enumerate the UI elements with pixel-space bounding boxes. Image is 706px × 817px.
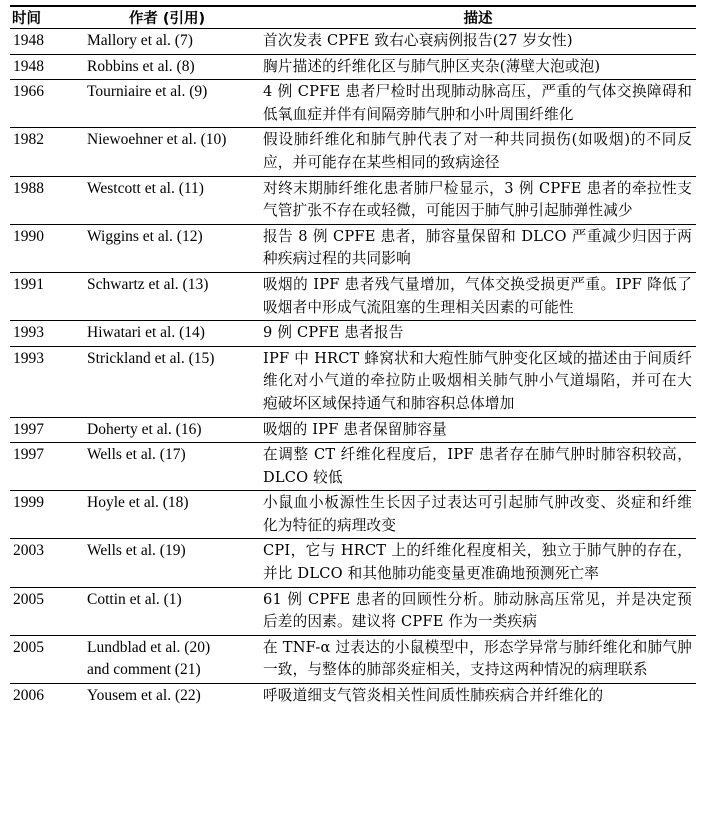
cell-description: 在调整 CT 纤维化程度后，IPF 患者存在肺气肿时肺容积较高，DLCO 较低	[260, 443, 696, 491]
cell-author: Wiggins et al. (12)	[74, 224, 260, 272]
table-row	[10, 443, 696, 491]
table-row	[10, 539, 696, 587]
cell-description: 对终末期肺纤维化患者肺尸检显示，3 例 CPFE 患者的牵拉性支气管扩张不存在或轻微，可能因于肺气肿引起肺弹性减少	[260, 176, 696, 224]
cell-author: Hiwatari et al. (14)	[74, 321, 260, 347]
table-row	[10, 224, 696, 272]
table-row	[10, 29, 696, 55]
cell-author	[74, 635, 260, 683]
author-comment-line: and comment (21)	[87, 661, 201, 679]
document-page	[10, 5, 696, 709]
cell-year: 1988	[10, 176, 74, 224]
table-row	[10, 346, 696, 417]
cell-description: 61 例 CPFE 患者的回顾性分析。肺动脉高压常见，并是决定预后差的因素。建议将 CPFE 作为一类疾病	[260, 587, 696, 635]
cell-author: Wells et al. (19)	[74, 539, 260, 587]
cell-year: 1991	[10, 272, 74, 320]
table-row	[10, 272, 696, 320]
header-time: 时间	[10, 6, 74, 29]
cell-description: 9 例 CPFE 患者报告	[260, 321, 696, 347]
cell-author: Mallory et al. (7)	[74, 29, 260, 55]
cell-year: 1997	[10, 417, 74, 443]
cell-year: 1993	[10, 321, 74, 347]
cell-author: Schwartz et al. (13)	[74, 272, 260, 320]
cell-year: 1990	[10, 224, 74, 272]
cell-description: 吸烟的 IPF 患者残气量增加，气体交换受损更严重。IPF 降低了吸烟者中形成气流阻塞的生理相关因素的可能性	[260, 272, 696, 320]
cell-year: 1982	[10, 128, 74, 176]
cell-description: 首次发表 CPFE 致右心衰病例报告(27 岁女性)	[260, 29, 696, 55]
cell-year: 1948	[10, 54, 74, 80]
cell-year: 2005	[10, 635, 74, 683]
cell-description: 小鼠血小板源性生长因子过表达可引起肺气肿改变、炎症和纤维化为特征的病理改变	[260, 491, 696, 539]
cell-description: 4 例 CPFE 患者尸检时出现肺动脉高压，严重的气体交换障碍和低氧血症并伴有间隔旁肺气肿和小叶周围纤维化	[260, 80, 696, 128]
cell-author: Wells et al. (17)	[74, 443, 260, 491]
cell-year: 1997	[10, 443, 74, 491]
cell-year: 1948	[10, 29, 74, 55]
table-header	[10, 6, 696, 29]
table-row	[10, 321, 696, 347]
cell-author: Robbins et al. (8)	[74, 54, 260, 80]
table-row	[10, 491, 696, 539]
table-row	[10, 417, 696, 443]
cell-description: CPI，它与 HRCT 上的纤维化程度相关，独立于肺气肿的存在，并比 DLCO 和其他肺功能变量更准确地预测死亡率	[260, 539, 696, 587]
cell-year: 2005	[10, 587, 74, 635]
cell-author: Niewoehner et al. (10)	[74, 128, 260, 176]
cell-description: 吸烟的 IPF 患者保留肺容量	[260, 417, 696, 443]
cell-year: 1993	[10, 346, 74, 417]
header-row	[10, 6, 696, 29]
cell-author: Strickland et al. (15)	[74, 346, 260, 417]
cell-author: Tourniaire et al. (9)	[74, 80, 260, 128]
cell-year: 2003	[10, 539, 74, 587]
table-body	[10, 29, 696, 709]
table-row	[10, 684, 696, 709]
table-row	[10, 587, 696, 635]
author-line: Lundblad et al. (20)	[87, 638, 211, 656]
cell-year: 1966	[10, 80, 74, 128]
cell-year: 1999	[10, 491, 74, 539]
cell-description: 假设肺纤维化和肺气肿代表了对一种共同损伤(如吸烟)的不同反应，并可能存在某些相同的致病途径	[260, 128, 696, 176]
table-row	[10, 80, 696, 128]
cell-author: Doherty et al. (16)	[74, 417, 260, 443]
cell-description: 报告 8 例 CPFE 患者，肺容量保留和 DLCO 严重减少归因于两种疾病过程的共同影响	[260, 224, 696, 272]
cell-author: Cottin et al. (1)	[74, 587, 260, 635]
table-row	[10, 176, 696, 224]
cell-description: 呼吸道细支气管炎相关性间质性肺疾病合并纤维化的	[263, 687, 604, 705]
table-row	[10, 635, 696, 683]
cell-author: Westcott et al. (11)	[74, 176, 260, 224]
cell-author: Hoyle et al. (18)	[74, 491, 260, 539]
header-author: 作者 (引用)	[74, 6, 260, 29]
cell-author: Yousem et al. (22)	[87, 687, 201, 705]
cell-description: 胸片描述的纤维化区与肺气肿区夹杂(薄壁大泡或泡)	[260, 54, 696, 80]
cell-description: 在 TNF-α 过表达的小鼠模型中，形态学异常与肺纤维化和肺气肿一致，与整体的肺部炎症相关，支持这两种情况的病理联系	[260, 635, 696, 683]
table-row	[10, 54, 696, 80]
cell-description: IPF 中 HRCT 蜂窝状和大疱性肺气肿变化区域的描述由于间质纤维化对小气道的牵拉防止吸烟相关肺气肿小气道塌陷，并可在大疱破坏区域保持通气和肺容积总体增加	[260, 346, 696, 417]
table-row	[10, 128, 696, 176]
cpfe-history-table	[10, 5, 696, 709]
header-desc: 描述	[260, 6, 696, 29]
cell-year: 2006	[13, 687, 44, 705]
